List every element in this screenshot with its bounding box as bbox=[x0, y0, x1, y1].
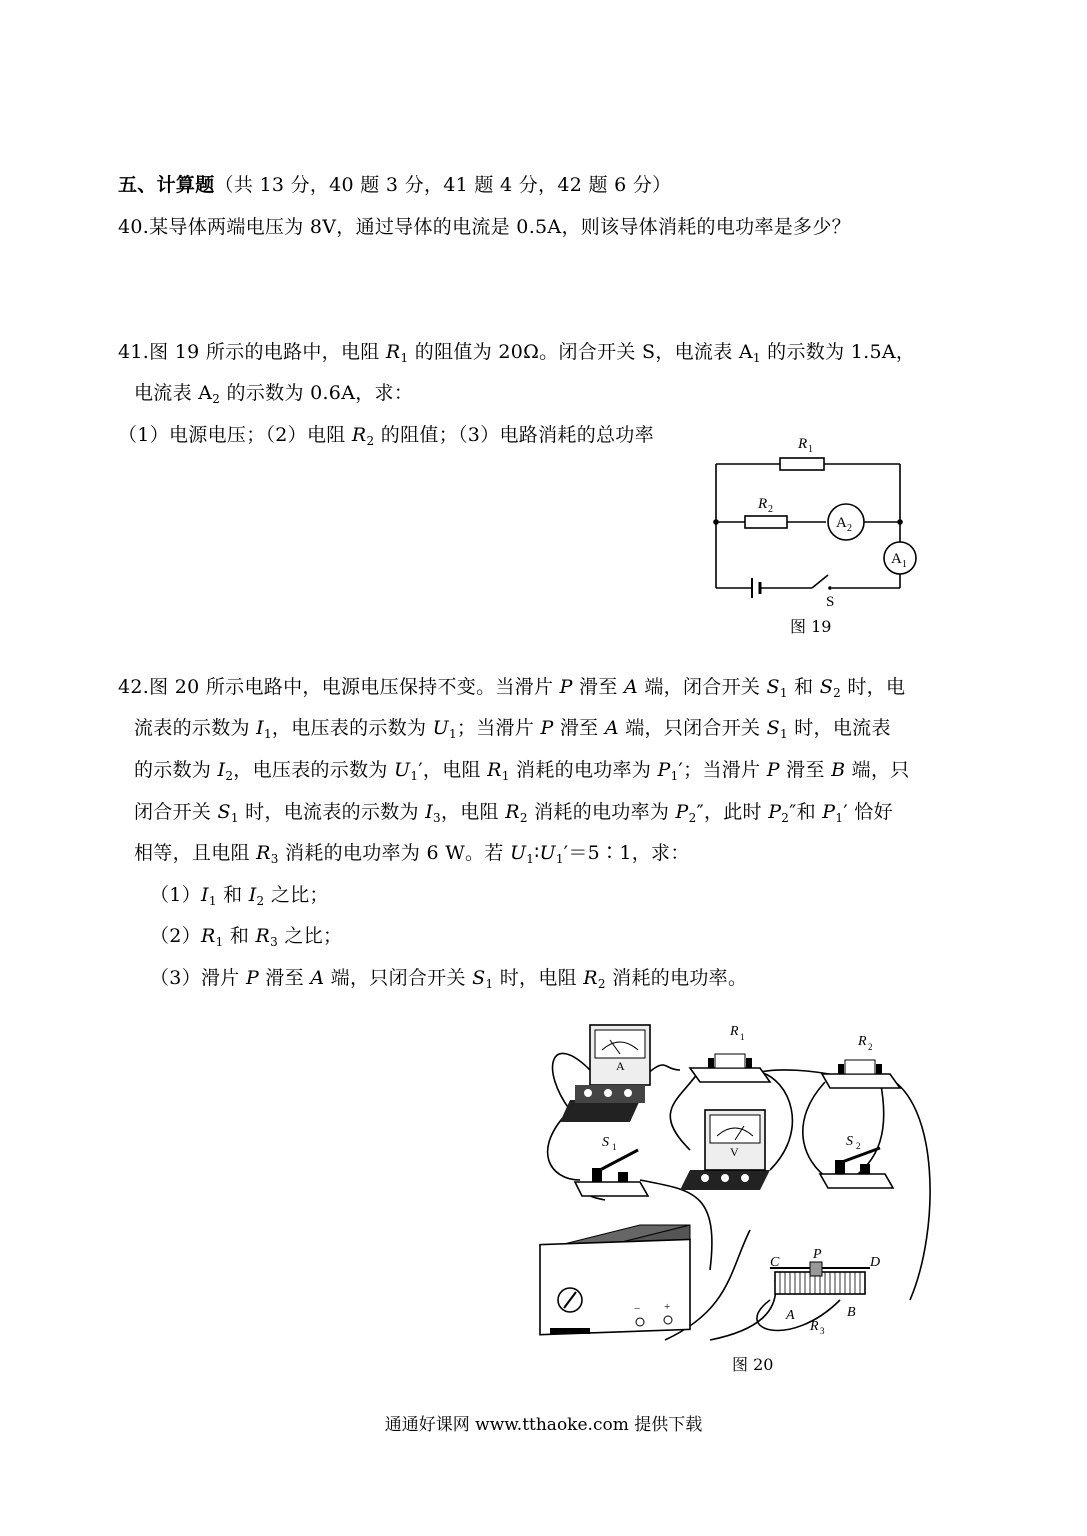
r1-label: R bbox=[798, 436, 808, 452]
rheostat-r3 bbox=[770, 1247, 880, 1336]
r2-label: R bbox=[858, 1034, 867, 1049]
resistor-r2-board bbox=[822, 1034, 900, 1088]
rheostat-c-label: C bbox=[770, 1255, 780, 1270]
rheostat-d-label: D bbox=[870, 1255, 881, 1270]
figure-20-apparatus bbox=[530, 1010, 950, 1350]
question-41-line-1: 41.图 19 所示的电路中，电阻 $R_1$ 的阻值为 20Ω。闭合开关 S，电流表 $A_1$ 的示数为 1.5A， bbox=[118, 341, 916, 365]
r3-label: R bbox=[810, 1319, 819, 1334]
svg-text:1: 1 bbox=[612, 1142, 617, 1152]
switch-s1 bbox=[575, 1135, 648, 1196]
s2-label: S bbox=[846, 1134, 853, 1149]
question-41-line-2: 电流表 $A_2$ 的示数为 0.6A，求： bbox=[134, 382, 414, 406]
question-42-line-3: 的示数为 $I_2$，电压表的示数为 $U_1'$，电阻 $R_1$ 消耗的电功率为 $P_1'$；当滑片 P 滑至 B 端，只 bbox=[134, 759, 910, 783]
svg-text:2: 2 bbox=[868, 1042, 873, 1052]
ammeter-device bbox=[560, 1025, 650, 1122]
question-40: 40.某导体两端电压为 8V，通过导体的电流是 0.5A，则该导体消耗的电功率是多少？ bbox=[118, 216, 851, 238]
figure-19-circuit bbox=[700, 428, 930, 638]
svg-text:2: 2 bbox=[768, 504, 773, 515]
svg-text:3: 3 bbox=[820, 1326, 825, 1336]
power-supply bbox=[540, 1225, 690, 1335]
page-footer: 通通好课网 www.tthaoke.com 提供下载 bbox=[384, 1415, 703, 1435]
section-heading bbox=[118, 176, 671, 195]
question-41-line-3: （1）电源电压；（2）电阻 $R_2$ 的阻值；（3）电路消耗的总功率 bbox=[118, 424, 654, 448]
a2-label: A bbox=[836, 515, 847, 531]
supply-plus: + bbox=[664, 1301, 671, 1313]
s1-label: S bbox=[602, 1135, 609, 1150]
svg-text:2: 2 bbox=[856, 1141, 861, 1151]
rheostat-p-label: P bbox=[813, 1247, 822, 1262]
section-scoring: （共 13 分，40 题 3 分，41 题 4 分，42 题 6 分） bbox=[214, 174, 672, 196]
svg-text:1: 1 bbox=[808, 444, 813, 455]
question-42-sub-1: $(1)I_1$ 和 $I_2$ 之比； bbox=[150, 884, 329, 908]
resistor-r2 bbox=[745, 516, 787, 528]
voltmeter-label: V bbox=[730, 1145, 739, 1159]
question-42-line-4: 闭合开关 $S_1$ 时，电流表的示数为 $I_3$，电阻 $R_2$ 消耗的电功率为 $P_2''$，此时 $P_2''$和 $P_1'$ 恰好 bbox=[134, 801, 893, 825]
supply-minus: − bbox=[634, 1303, 641, 1315]
switch-label: S bbox=[826, 594, 835, 610]
figure-19-caption: 图 19 bbox=[790, 617, 832, 636]
rheostat-a-label: A bbox=[786, 1308, 795, 1323]
svg-text:1: 1 bbox=[902, 559, 907, 570]
section-title: 五、计算题 bbox=[118, 174, 215, 196]
figure-20-caption: 图 20 bbox=[732, 1355, 774, 1374]
question-42-sub-2: $(2)R_1$ 和 $R_3$ 之比； bbox=[150, 925, 343, 949]
question-42-line-5: 相等，且电阻 $R_3$ 消耗的电功率为 6 W。若 $U_1∶U_1'=5∶1$，求： bbox=[134, 842, 690, 866]
resistor-r1-board bbox=[690, 1024, 770, 1082]
switch-s2 bbox=[820, 1134, 893, 1188]
r2-label: R bbox=[758, 496, 768, 512]
rheostat-b-label: B bbox=[847, 1305, 856, 1320]
a1-label: A bbox=[891, 551, 902, 567]
r1-label: R bbox=[730, 1024, 739, 1039]
question-42-sub-3: （3）滑片 P 滑至 A 端，只闭合开关 $S_1$ 时，电阻 $R_2$ 消耗的电功率。 bbox=[150, 967, 748, 991]
switch-s bbox=[812, 575, 828, 588]
ammeter-label: A bbox=[616, 1059, 625, 1073]
svg-text:2: 2 bbox=[847, 523, 852, 534]
svg-text:1: 1 bbox=[740, 1032, 745, 1042]
voltmeter-device bbox=[680, 1110, 770, 1190]
resistor-r1 bbox=[780, 458, 824, 470]
question-42-line-2: 流表的示数为 $I_1$，电压表的示数为 $U_1$；当滑片 P 滑至 A 端，只闭合开关 $S_1$ 时，电流表 bbox=[134, 717, 891, 741]
question-42-line-1: 42.图 20 所示电路中，电源电压保持不变。当滑片 P 滑至 A 端，闭合开关 $S_1$ 和 $S_2$ 时，电 bbox=[118, 676, 906, 700]
